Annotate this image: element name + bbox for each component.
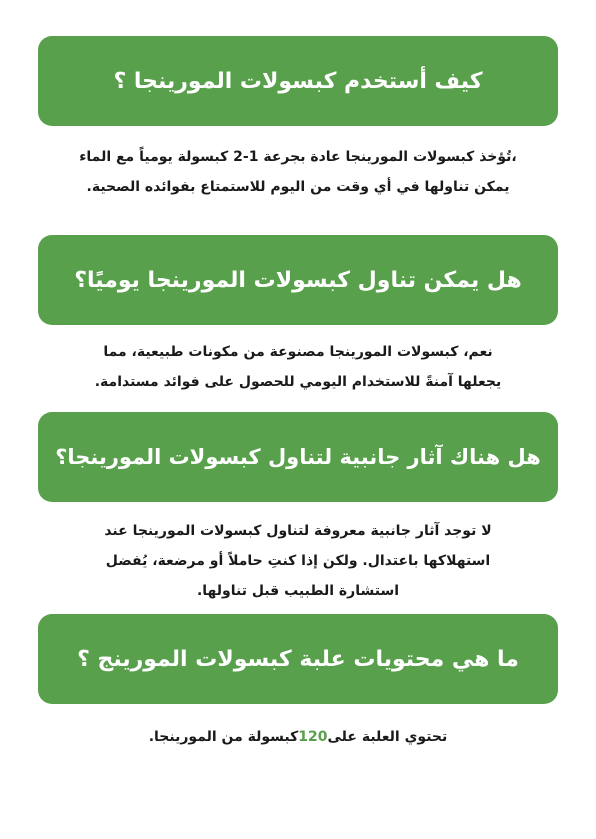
faq-question-usage (38, 36, 558, 126)
faq-question-contents-text: ما هي محتويات علبة كبسولات المورينج ؟ (77, 646, 519, 672)
faq-answer-side-effects-line-3: استشارة الطبيب قبل تناولها. (196, 583, 400, 599)
faq-question-side-effects-text: هل هناك آثار جانبية لتناول كبسولات المورينجا؟ (55, 445, 541, 469)
faq-answer-usage-line-1: ،تُؤخذ كبسولات المورينجا عادة بجرعة 1-2 كبسولة يومياً مع الماء (79, 149, 517, 165)
faq-question-contents (38, 614, 558, 704)
faq-answer-side-effects-line-2: استهلاكها باعتدال. ولكن إذا كنتِ حاملاً أو مرضعة، يُفضل (105, 553, 491, 569)
faq-answer-contents-before: تحتوي العلبة على (327, 729, 448, 745)
faq-answer-contents-line (40, 722, 556, 752)
faq-answer-daily (40, 337, 556, 397)
capsule-count: 120 (298, 729, 328, 745)
faq-answer-usage (40, 142, 556, 202)
faq-answer-usage-line-2: يمكن تناولها في أي وقت من اليوم للاستمتاع بفوائده الصحية. (86, 179, 510, 195)
faq-question-daily (38, 235, 558, 325)
faq-question-usage-text: كيف أستخدم كبسولات المورينجا ؟ (113, 68, 483, 94)
faq-question-daily-text: هل يمكن تناول كبسولات المورينجا يوميًا؟ (74, 267, 522, 293)
faq-answer-side-effects-line-1: لا توجد آثار جانبية معروفة لتناول كبسولات المورينجا عند (104, 523, 492, 539)
faq-answer-contents-after: كبسولة من المورينجا. (148, 729, 299, 745)
faq-question-side-effects (38, 412, 558, 502)
faq-answer-daily-line-2: يجعلها آمنةً للاستخدام اليومي للحصول على فوائد مستدامة. (94, 374, 502, 390)
faq-answer-contents (40, 722, 556, 752)
faq-answer-daily-line-1: نعم، كبسولات المورينجا مصنوعة من مكونات طبيعية، مما (103, 344, 493, 360)
faq-answer-side-effects (40, 516, 556, 606)
